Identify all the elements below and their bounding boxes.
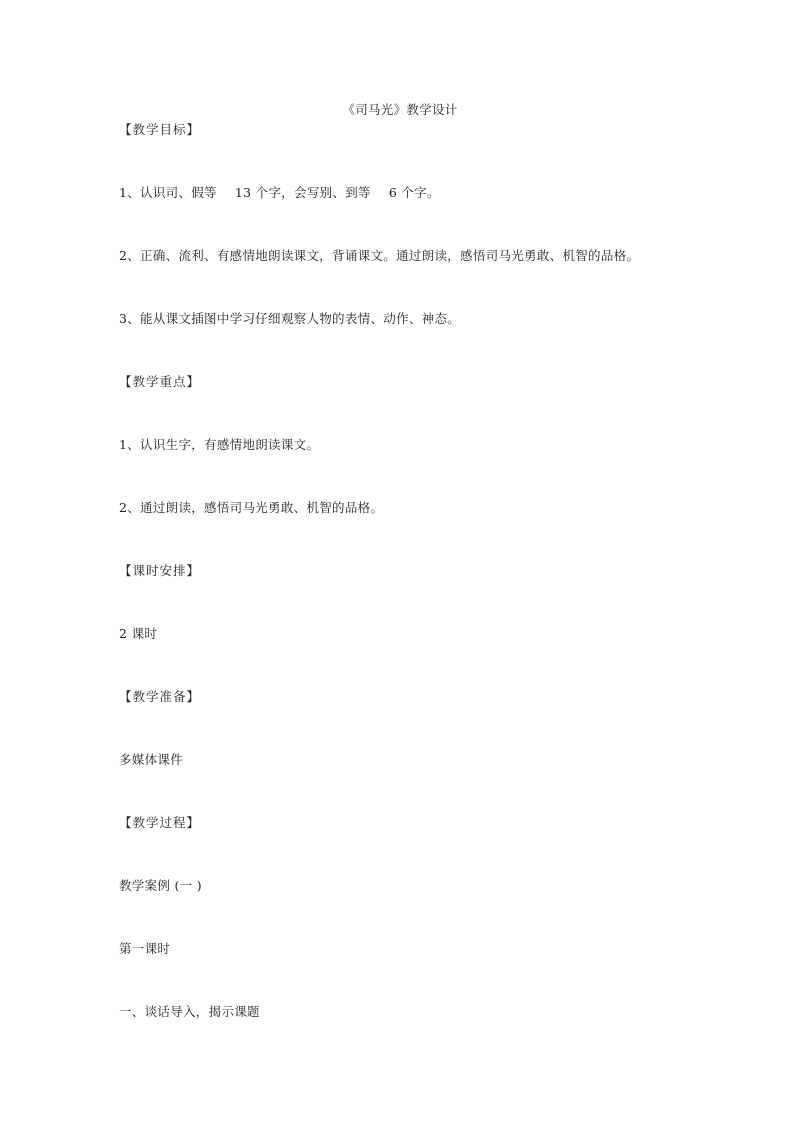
prep-heading: 【教学准备】 [119,689,201,704]
goal-1-part-c: 6 个字。 [388,185,440,200]
goal-item-3: 3、能从课文插图中学习仔细观察人物的表情、动作、神态。 [119,311,461,326]
case-label: 教学案例 (一 ) [119,878,202,893]
prep-value: 多媒体课件 [119,752,184,767]
focus-heading: 【教学重点】 [119,374,201,389]
goal-1-part-a: 1、认识司、假等 [119,185,217,200]
process-heading: 【教学过程】 [119,815,201,830]
focus-item-2: 2、通过朗读，感悟司马光勇敢、机智的品格。 [119,500,384,515]
lesson-label: 第一课时 [119,941,171,956]
focus-item-1: 1、认识生字，有感情地朗读课文。 [119,437,320,452]
schedule-heading: 【课时安排】 [119,563,201,578]
schedule-value: 2 课时 [119,626,158,641]
goals-heading: 【教学目标】 [119,122,201,137]
goal-1-part-b: 13 个字，会写别、到等 [234,185,371,200]
goal-item-2: 2、正确、流利、有感情地朗读课文，背诵课文。通过朗读，感悟司马光勇敢、机智的品格。 [119,248,640,263]
goal-item-1 [119,185,440,201]
document-title: 《司马光》教学设计 [342,102,458,117]
step-1: 一、谈话导入，揭示课题 [119,1004,260,1019]
